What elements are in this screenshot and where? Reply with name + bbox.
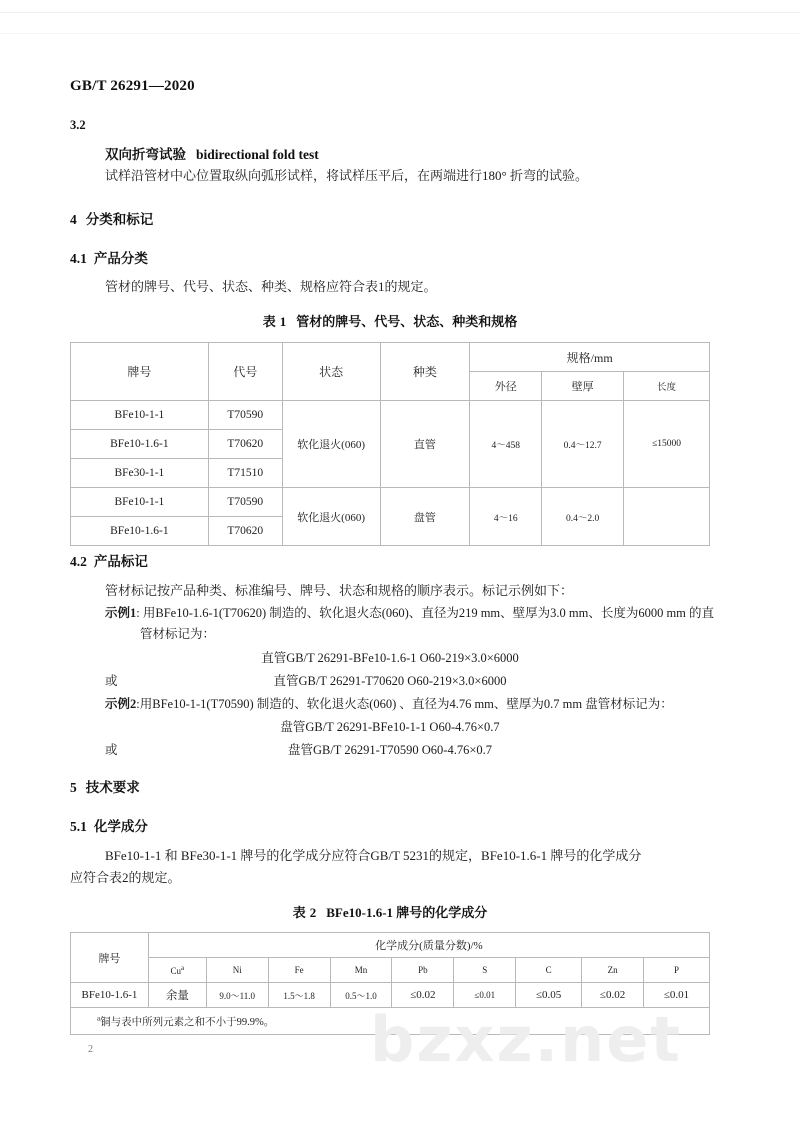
- table1-header-kind: 种类: [380, 343, 470, 401]
- table1-cell-code: T70620: [208, 430, 282, 459]
- section-title-4-2: 产品标记: [93, 554, 148, 569]
- section-title-4: 分类和标记: [85, 212, 154, 227]
- example-2-label: 示例2: [105, 697, 137, 711]
- table2-header-element-s: S: [454, 958, 516, 983]
- table1-caption-title: 管材的牌号、代号、状态、种类和规格: [296, 314, 518, 329]
- section-number-5-1: 5.1: [70, 819, 87, 834]
- scan-edge-line: [0, 12, 800, 13]
- section-title-4-1: 产品分类: [93, 251, 148, 266]
- footnote-marker: a: [97, 1014, 101, 1022]
- section-heading-5-1: [70, 815, 148, 835]
- section-number-4-1: 4.1: [70, 251, 87, 266]
- example-2-text: :用BFe10-1-1(T70590) 制造的、软化退火态(060) 、直径为4.76 mm、壁厚为0.7 mm 盘管材标记为：: [136, 697, 673, 711]
- table2-header-brand: 牌号: [71, 933, 149, 983]
- table2-caption-prefix: 表: [292, 905, 306, 920]
- clause-number-3-2: 3.2: [70, 118, 86, 132]
- table2-cell-cu: 余量: [148, 983, 206, 1008]
- table2-header-element-ni: Ni: [206, 958, 268, 983]
- table1-header-brand: 牌号: [71, 343, 209, 401]
- table2-header-element-p: P: [644, 958, 710, 983]
- table-row: [71, 401, 710, 430]
- page-number: 2: [88, 1044, 93, 1055]
- paragraph-5-1-line-1: BFe10-1-1 和 BFe30-1-1 牌号的化学成分应符合GB/T 5231的规定，BFe10-1.6-1 牌号的化学成分: [105, 848, 642, 863]
- table1-cell-outer-diameter-group2: 4～16: [470, 488, 542, 546]
- watermark: bzxz.net: [370, 1003, 682, 1076]
- table2-note: [71, 1008, 710, 1035]
- paragraph-4-1: 管材的牌号、代号、状态、种类、规格应符合表1的规定。: [105, 279, 437, 294]
- table2-note-text: 铜与表中所列元素之和不小于99.9%。: [100, 1016, 275, 1028]
- table1-cell-outer-diameter-group1: 4～458: [470, 401, 542, 488]
- table1-header-row-1: [71, 343, 710, 372]
- table2-caption-title: BFe10-1.6-1 牌号的化学成分: [326, 905, 488, 920]
- section-heading-4-1: [70, 247, 148, 267]
- table1-header-outer-diameter: 外径: [470, 372, 542, 401]
- table2-cell-zn: ≤0.02: [582, 983, 644, 1008]
- footnote-marker-cu: a: [181, 964, 185, 972]
- table1-cell-code: T70620: [208, 517, 282, 546]
- table2-caption-number: 2: [309, 905, 317, 920]
- table1-cell-brand: BFe10-1.6-1: [71, 517, 209, 546]
- table2-header-element-pb: Pb: [392, 958, 454, 983]
- table1-cell-length-group2: [624, 488, 710, 546]
- example-1-text: : 用BFe10-1.6-1(T70620) 制造的、软化退火态(060)、直径为219 mm、壁厚为3.0 mm、长度为6000 mm 的直: [136, 606, 715, 620]
- table-row: [71, 488, 710, 517]
- table1-header-length: 长度: [624, 372, 710, 401]
- or-label-1: 或: [105, 674, 118, 688]
- paragraph-4-2: 管材标记按产品种类、标准编号、牌号、状态和规格的顺序表示。标记示例如下：: [105, 583, 574, 598]
- section-number-4: 4: [70, 212, 77, 227]
- table2-cell-p: ≤0.01: [644, 983, 710, 1008]
- term-definition: 试样沿管材中心位置取纵向弧形试样，将试样压平后，在两端进行180° 折弯的试验。: [105, 168, 588, 183]
- table1-cell-state-group2: 软化退火(060): [282, 488, 380, 546]
- table-2: [70, 932, 710, 1035]
- example-2-mark-1: 盘管GB/T 26291-BFe10-1-1 O60-4.76×0.7: [280, 720, 500, 734]
- table2-cell-fe: 1.5～1.8: [268, 983, 330, 1008]
- paragraph-5-1-line-2: 应符合表2的规定。: [70, 870, 181, 885]
- table2-cell-mn: 0.5～1.0: [330, 983, 392, 1008]
- table2-cell-s: ≤0.01: [454, 983, 516, 1008]
- table1-cell-kind-group1: 直管: [380, 401, 470, 488]
- section-heading-4: [70, 208, 153, 228]
- table1-header-wall-thickness: 壁厚: [542, 372, 624, 401]
- table2-cell-brand: BFe10-1.6-1: [71, 983, 149, 1008]
- table1-cell-brand: BFe10-1.6-1: [71, 430, 209, 459]
- table2-header-element-fe: Fe: [268, 958, 330, 983]
- section-heading-5: [70, 776, 140, 796]
- table2-cell-ni: 9.0～11.0: [206, 983, 268, 1008]
- scan-edge-line-secondary: [0, 33, 800, 34]
- table1-cell-length-group1: ≤15000: [624, 401, 710, 488]
- table1-caption-prefix: 表: [262, 314, 276, 329]
- example-1-label: 示例1: [105, 606, 137, 620]
- section-title-5-1: 化学成分: [93, 819, 148, 834]
- example-1-line-1: [105, 603, 725, 621]
- or-label-2: 或: [105, 743, 118, 757]
- term-entry: [105, 143, 319, 163]
- table2-caption: [70, 902, 710, 921]
- section-number-5: 5: [70, 780, 77, 795]
- table-row: [71, 983, 710, 1008]
- table2-note-row: [71, 1008, 710, 1035]
- table1-cell-brand: BFe10-1-1: [71, 488, 209, 517]
- table2-header-element-zn: Zn: [582, 958, 644, 983]
- table1-cell-wall-thickness-group2: 0.4～2.0: [542, 488, 624, 546]
- table-1: [70, 342, 710, 546]
- table1-header-spec-group: 规格/mm: [470, 343, 710, 372]
- table2-header-element-cu: Cu$^a$: [148, 958, 206, 983]
- table1-cell-code: T71510: [208, 459, 282, 488]
- table1-cell-brand: BFe30-1-1: [71, 459, 209, 488]
- example-1-mark-2: 直管GB/T 26291-T70620 O60-219×3.0×6000: [273, 674, 507, 688]
- table1-header-code: 代号: [208, 343, 282, 401]
- example-1-line-2: 管材标记为：: [140, 627, 216, 641]
- table1-cell-state-group1: 软化退火(060): [282, 401, 380, 488]
- table1-cell-wall-thickness-group1: 0.4～12.7: [542, 401, 624, 488]
- table2-header-element-mn: Mn: [330, 958, 392, 983]
- example-1-mark-1: 直管GB/T 26291-BFe10-1.6-1 O60-219×3.0×6000: [261, 651, 519, 665]
- example-2-mark-2: 盘管GB/T 26291-T70590 O60-4.76×0.7: [287, 743, 493, 757]
- table1-cell-code: T70590: [208, 488, 282, 517]
- term-english: bidirectional fold test: [196, 147, 319, 162]
- table2-header-composition-group: 化学成分(质量分数)/%: [148, 933, 709, 958]
- table2-header-row-1: [71, 933, 710, 958]
- section-number-4-2: 4.2: [70, 554, 87, 569]
- term-chinese: 双向折弯试验: [105, 147, 186, 162]
- table2-cell-c: ≤0.05: [516, 983, 582, 1008]
- table1-cell-brand: BFe10-1-1: [71, 401, 209, 430]
- table2-header-row-2: [71, 958, 710, 983]
- section-title-5: 技术要求: [85, 780, 140, 795]
- section-heading-4-2: [70, 550, 148, 570]
- table1-caption: [70, 311, 710, 330]
- standard-number-header: GB/T 26291—2020: [70, 78, 195, 94]
- table2-header-element-c: C: [516, 958, 582, 983]
- table1-cell-code: T70590: [208, 401, 282, 430]
- table1-caption-number: 1: [279, 314, 287, 329]
- table2-cell-pb: ≤0.02: [392, 983, 454, 1008]
- example-2-line-1: [105, 694, 725, 712]
- table1-cell-kind-group2: 盘管: [380, 488, 470, 546]
- table1-header-state: 状态: [282, 343, 380, 401]
